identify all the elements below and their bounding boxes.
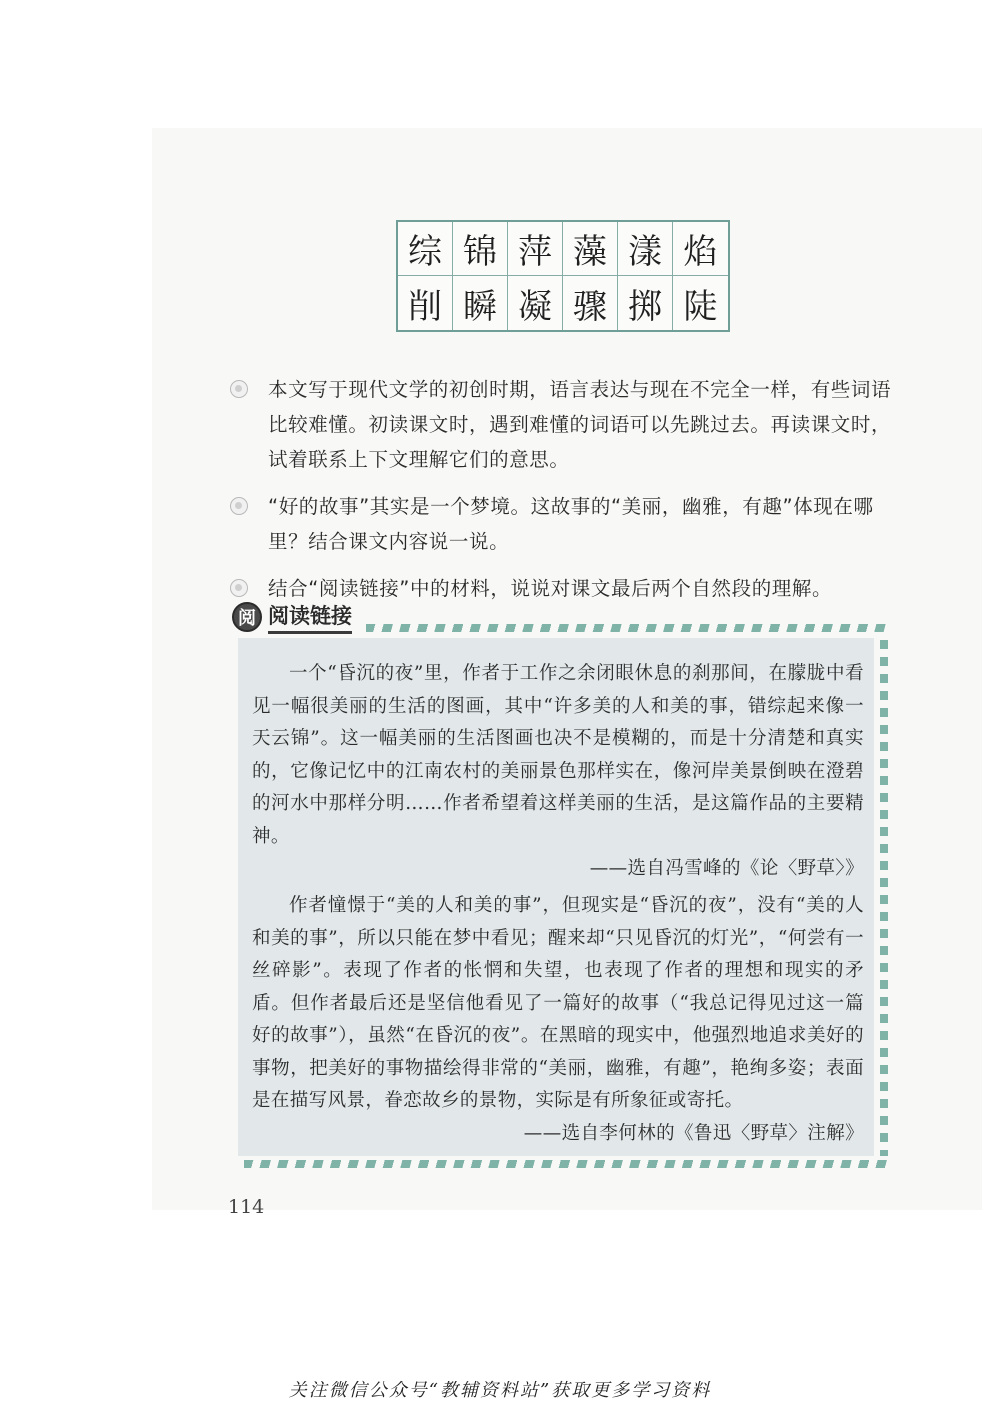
passage-text: 作者憧憬于“美的人和美的事”，但现实是“昏沉的夜”，没有“美的人和美的事”，所以只能在梦中看见；醒来却“只见昏沉的灯光”，“何尝有一丝碎影”。表现了作者的怅惘和失望，也表现了作者的理想和现实的矛盾。但作者最后还是坚信他看见了一篇好的故事（“我总记得见过这一篇好的故事”），虽然“在昏沉的夜”。在黑暗的现实中，他强烈地追求美好的事物，把美好的事物描绘得非常的“美丽，幽雅，有趣”，艳绚多姿；表面是在描写风景，眷恋故乡的景物，实际是有所象征或寄托。 — [252, 895, 864, 1111]
passage-source: ——选自李何林的《鲁迅〈野草〉注解》 — [523, 1122, 864, 1144]
character-grid — [396, 220, 730, 332]
char-cell: 凝 — [508, 276, 563, 330]
reading-link-header — [232, 600, 352, 634]
question-item — [230, 372, 898, 477]
dashed-border-top — [366, 624, 888, 632]
bullet-circle-icon — [230, 579, 248, 597]
dashed-border-right — [880, 640, 888, 1156]
bullet-circle-icon — [230, 497, 248, 515]
bullet-circle-icon — [230, 380, 248, 398]
char-cell: 漾 — [618, 222, 673, 276]
char-cell: 陡 — [683, 286, 718, 327]
reading-link-title: 阅读链接 — [268, 600, 352, 634]
question-list — [230, 372, 898, 618]
reading-passage-2 — [252, 890, 864, 1150]
char-cell: 锦 — [453, 222, 508, 276]
char-cell: 掷 — [618, 276, 673, 330]
char-cell: 藻 — [563, 222, 618, 276]
char-cell: 骤 — [563, 276, 618, 330]
question-text: “好的故事”其实是一个梦境。这故事的“美丽，幽雅，有趣”体现在哪里？结合课文内容说一说。 — [268, 495, 874, 553]
question-text: 本文写于现代文学的初创时期，语言表达与现在不完全一样，有些词语比较难懂。初读课文时，遇到难懂的词语可以先跳过去。再读课文时，试着联系上下文理解它们的意思。 — [268, 378, 892, 471]
char-cell: 削 — [398, 276, 453, 330]
dashed-border-bottom — [244, 1160, 888, 1168]
passage-text: 一个“昏沉的夜”里，作者于工作之余闭眼休息的刹那间，在朦胧中看见一幅很美丽的生活的图画，其中“许多美的人和美的事，错综起来像一天云锦”。这一幅美丽的生活图画也决不是模糊的，而是十分清楚和真实的，它像记忆中的江南农村的美丽景色那样实在，像河岸美景倒映在澄碧的河水中那样分明……作者希望着这样美丽的生活，是这篇作品的主要精神。 — [252, 663, 864, 847]
char-cell: 萍 — [508, 222, 563, 276]
question-item — [230, 489, 898, 559]
page-number: 114 — [228, 1196, 265, 1218]
question-text: 结合“阅读链接”中的材料，说说对课文最后两个自然段的理解。 — [268, 577, 833, 600]
passage-source: ——选自冯雪峰的《论〈野草〉》 — [589, 858, 864, 879]
reading-passage-1 — [252, 658, 864, 886]
footer-watermark-note: 关注微信公众号“教辅资料站”获取更多学习资料 — [288, 1380, 712, 1401]
reading-badge-icon: 阅 — [232, 602, 262, 632]
char-cell: 瞬 — [453, 276, 508, 330]
char-cell: 综 — [398, 222, 453, 276]
char-cell: 焰 — [673, 222, 728, 276]
